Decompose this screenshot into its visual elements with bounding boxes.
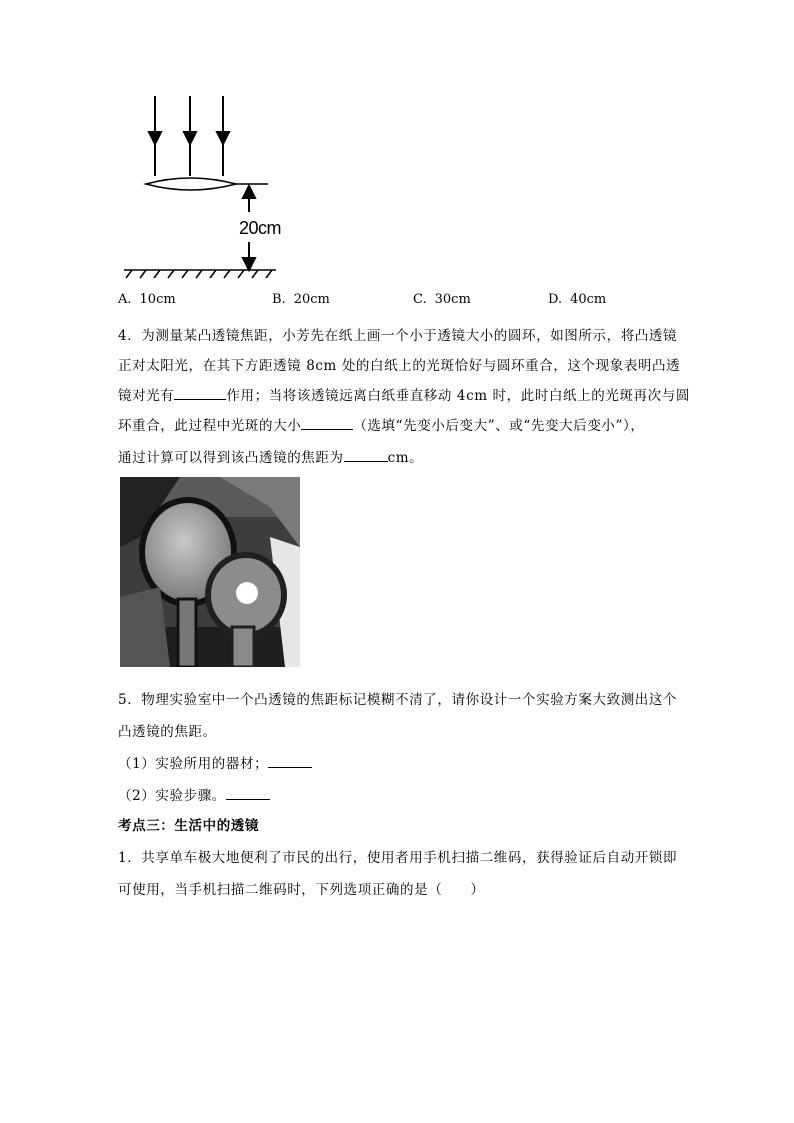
option-c[interactable]: C. 30cm <box>413 292 471 307</box>
lens-diagram <box>118 92 288 282</box>
answer-blank-3[interactable] <box>344 449 388 462</box>
answer-blank-4[interactable] <box>268 755 312 768</box>
question-1-line-1: 1．共享单车极大地便利了市民的出行，使用者用手机扫描二维码，获得验证后自动开锁即 <box>118 850 678 866</box>
ring-photo <box>120 477 300 667</box>
question-4-line-1: 4．为测量某凸透镜焦距，小芳先在纸上画一个小于透镜大小的圆环，如图所示，将凸透镜 <box>118 328 678 344</box>
answer-blank-2[interactable] <box>301 417 353 430</box>
question-5-line-1: 5．物理实验室中一个凸透镜的焦距标记模糊不清了，请你设计一个实验方案大致测出这个 <box>118 692 678 708</box>
question-4-line-3: 镜对光有 作用；当将该透镜远离白纸垂直移动 4cm 时，此时白纸上的光斑再次与圆 <box>118 388 690 404</box>
answer-options <box>118 292 718 312</box>
question-4-line-4: 环重合，此过程中光斑的大小 （选填“先变小后变大”、或“先变大后变小”）， <box>118 418 645 434</box>
dimension-arrowhead-down <box>243 258 255 270</box>
magnifier-handle <box>178 599 196 667</box>
answer-blank-1[interactable] <box>174 387 226 400</box>
question-5-subquestion-2: （2）实验步骤。 <box>118 784 678 804</box>
option-b[interactable]: B. 20cm <box>272 292 330 307</box>
question-1-line-2: 可使用，当手机扫描二维码时，下列选项正确的是（ ） <box>118 882 485 898</box>
section-title: 考点三：生活中的透镜 <box>118 818 259 834</box>
convex-lens <box>146 178 236 190</box>
light-spot <box>236 582 258 604</box>
question-5-subquestion-1: （1）实验所用的器材； <box>118 752 678 772</box>
ray-arrowhead-2 <box>184 132 196 144</box>
distance-label: 20cm <box>239 218 282 238</box>
answer-blank-5[interactable] <box>226 787 270 800</box>
option-a[interactable]: A. 10cm <box>118 292 176 307</box>
question-4-line-5: 通过计算可以得到该凸透镜的焦距为 cm。 <box>118 450 424 466</box>
ray-arrowhead-1 <box>149 132 161 144</box>
question-5-line-2: 凸透镜的焦距。 <box>118 724 217 740</box>
option-d[interactable]: D. 40cm <box>548 292 607 307</box>
dimension-arrowhead-up <box>243 186 255 198</box>
ray-arrowhead-3 <box>217 132 229 144</box>
question-4-line-2: 正对太阳光，在其下方距透镜 8cm 处的白纸上的光斑恰好与圆环重合，这个现象表明凸透 <box>118 358 681 374</box>
